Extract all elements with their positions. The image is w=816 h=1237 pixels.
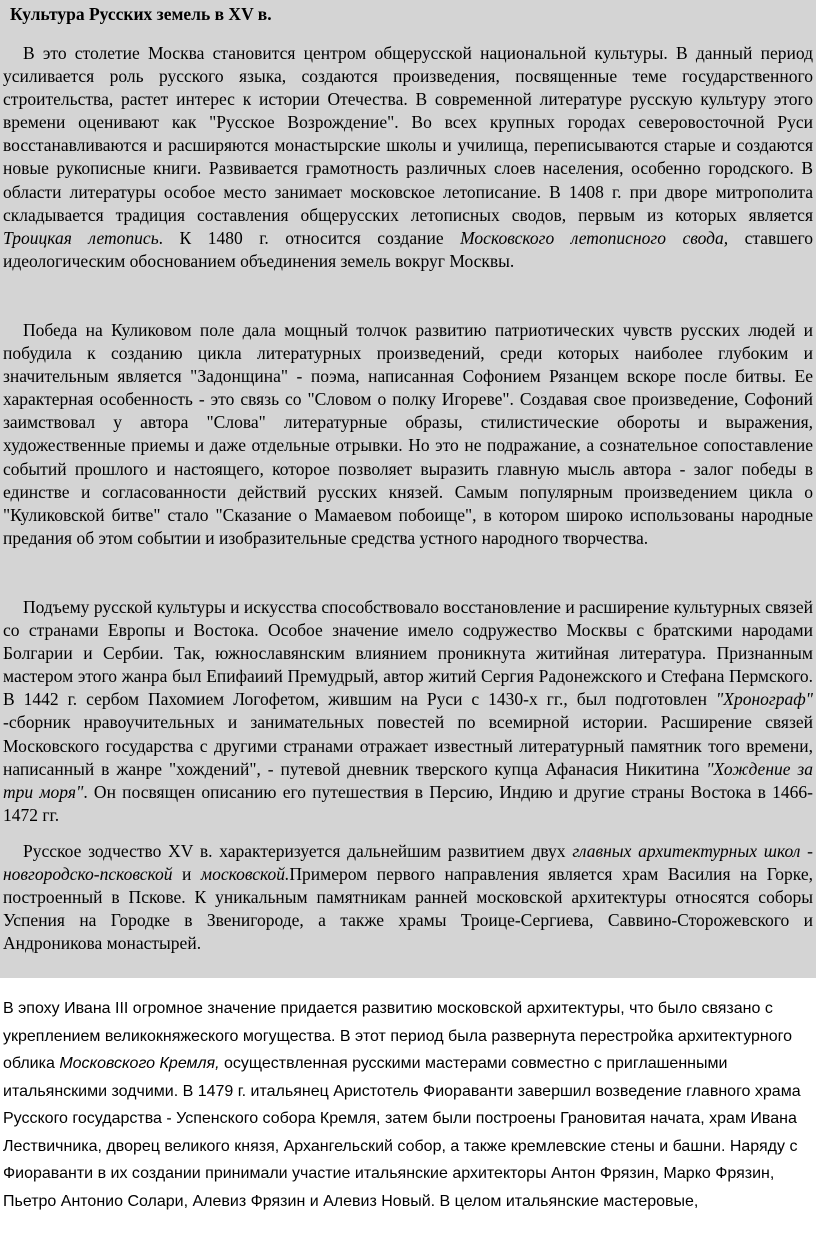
paragraph-architecture	[3, 840, 813, 955]
p4-text-2: и	[172, 864, 201, 885]
p3-italic-chronograph: "Хронограф"	[715, 689, 813, 710]
p3-text-3: . Он посвящен описанию его путешествия в Персию, Индию и другие страны Востока в 1466-1472 гг.	[3, 781, 813, 825]
p1-italic-troitskaya: Троицкая летопись	[3, 227, 159, 248]
p3-italic-journey: "Хождение за три моря"	[3, 758, 814, 802]
p1-text-3: ставшего идеологическим обоснованием объединения земель вокруг Москвы.	[3, 227, 813, 271]
p3-text-2: -сборник нравоучительных и занимательных повестей по всемирной истории. Расширение связей Московского государства с другими странами отражает известный литературный памятник того времени, написанный в жанре "хождений", - путевой дневник тверского купца Афанасия Никитина	[3, 712, 813, 779]
paragraph-kulikovo: Победа на Куликовом поле дала мощный толчок развитию патриотических чувств русских людей и побудила к созданию цикла литературных произведений, среди которых наиболее глубоким и значительным является "Задонщина" - поэма, написанная Софонием Рязанцем вскоре после битвы. Ее характерная особенность - это связь со "Словом о полку Игореве". Создавая свое произведение, Софоний заимствовал у автора "Слова" литературные образы, стилистические обороты и выражения, художественные приемы и даже отдельные отрывки. Но это не подражание, а сознательное сопоставление событий прошлого и настоящего, которое позволяет выразить главную мысль автора - залог победы в единстве и согласованности действий русских князей. Самым популярным произведением цикла о "Куликовской битве" стало "Сказание о Мамаевом побоище", в котором широко использованы народные предания об этом событии и изобразительные средства устного народного творчества.	[3, 320, 813, 548]
paragraph-ivan-iii	[3, 995, 813, 1215]
p5-italic-kremlin: Московского Кремля,	[59, 1055, 220, 1072]
p5-text-2: осуществленная русскими мастерами совместно с приглашенными итальянскими зодчими. В 1479 г. итальянец Аристотель Фиораванти завершил возведение главного храма Русского государства - Успенского собора Кремля, затем были построены Грановитая начата, храм Ивана Лествичника, дворец великого князя, Архангельский собор, а также кремлевские стены и башни. Наряду с Фиораванти в их создании принимали участие итальянские архитекторы Антон Фрязин, Марко Фрязин, Пьетро Антонио Солари, Алевиз Фрязин и Алевиз Новый. В целом итальянские мастеровые,	[3, 1055, 801, 1210]
document-title: Культура Русских земель в XV в.	[10, 4, 272, 24]
p3-text-1: Подъему русской культуры и искусства способствовало восстановление и расширение культурных связей со странами Европы и Востока. Особое значение имело содружество Москвы с братскими народами Болгарии и Сербии. Так, южнославянским влиянием проникнута житийная литература. Признанным мастером этого жанра был Епифаиий Премудрый, автор житий Сергия Радонежского и Стефана Пермского. В 1442 г. сербом Пахомием Логофетом, жившим на Руси с 1430-х гг., был подготовлен	[3, 597, 813, 710]
p1-italic-moscow-chronicle: Московского летописного свода,	[460, 227, 729, 248]
p5-text-1: В эпоху Ивана III огромное значение придается развитию московской архитектуры, что было связано с укреплением великокняжеского могущества. В этот период была развернута перестройка архитектурного облика	[3, 1000, 793, 1072]
paragraph-moscow-culture	[3, 42, 813, 273]
p1-text-2: . К 1480 г. относится создание	[158, 227, 461, 248]
p4-italic-moscow: московской.	[200, 864, 290, 885]
p4-italic-schools: главных архитектурных школ - новгородско-псковской	[3, 841, 813, 885]
p4-text-1: Русское зодчество XV в. характеризуется дальнейшим развитием двух	[23, 841, 573, 861]
p4-text-3: Примером первого направления является храм Василия на Горке, построенный в Пскове. К уникальным памятникам ранней московской архитектуры относятся соборы Успения на Городке в Звенигороде, а также храмы Троице-Сергиева, Саввино-Сторожевского и Андроникова монастырей.	[3, 864, 813, 954]
paragraph-cultural-ties	[3, 596, 813, 827]
p1-text-1: В это столетие Москва становится центром общерусской национальной культуры. В данный период усиливается роль русского языка, создаются произведения, посвященные теме государственного строительства, растет интерес к истории Отечества. В современной литературе русскую культуру этого времени оценивают как "Русское Возрождение". Во всех крупных городах северовосточной Руси восстанавливаются и расширяются монастырские школы и училища, переписываются старые и создаются новые рукописные книги. Развивается грамотность различных слоев населения, особенно городского. В области литературы особое место занимает московское летописание. В 1408 г. при дворе митрополита складывается традиция составления общерусских летописных сводов, первым из которых является	[3, 43, 813, 225]
